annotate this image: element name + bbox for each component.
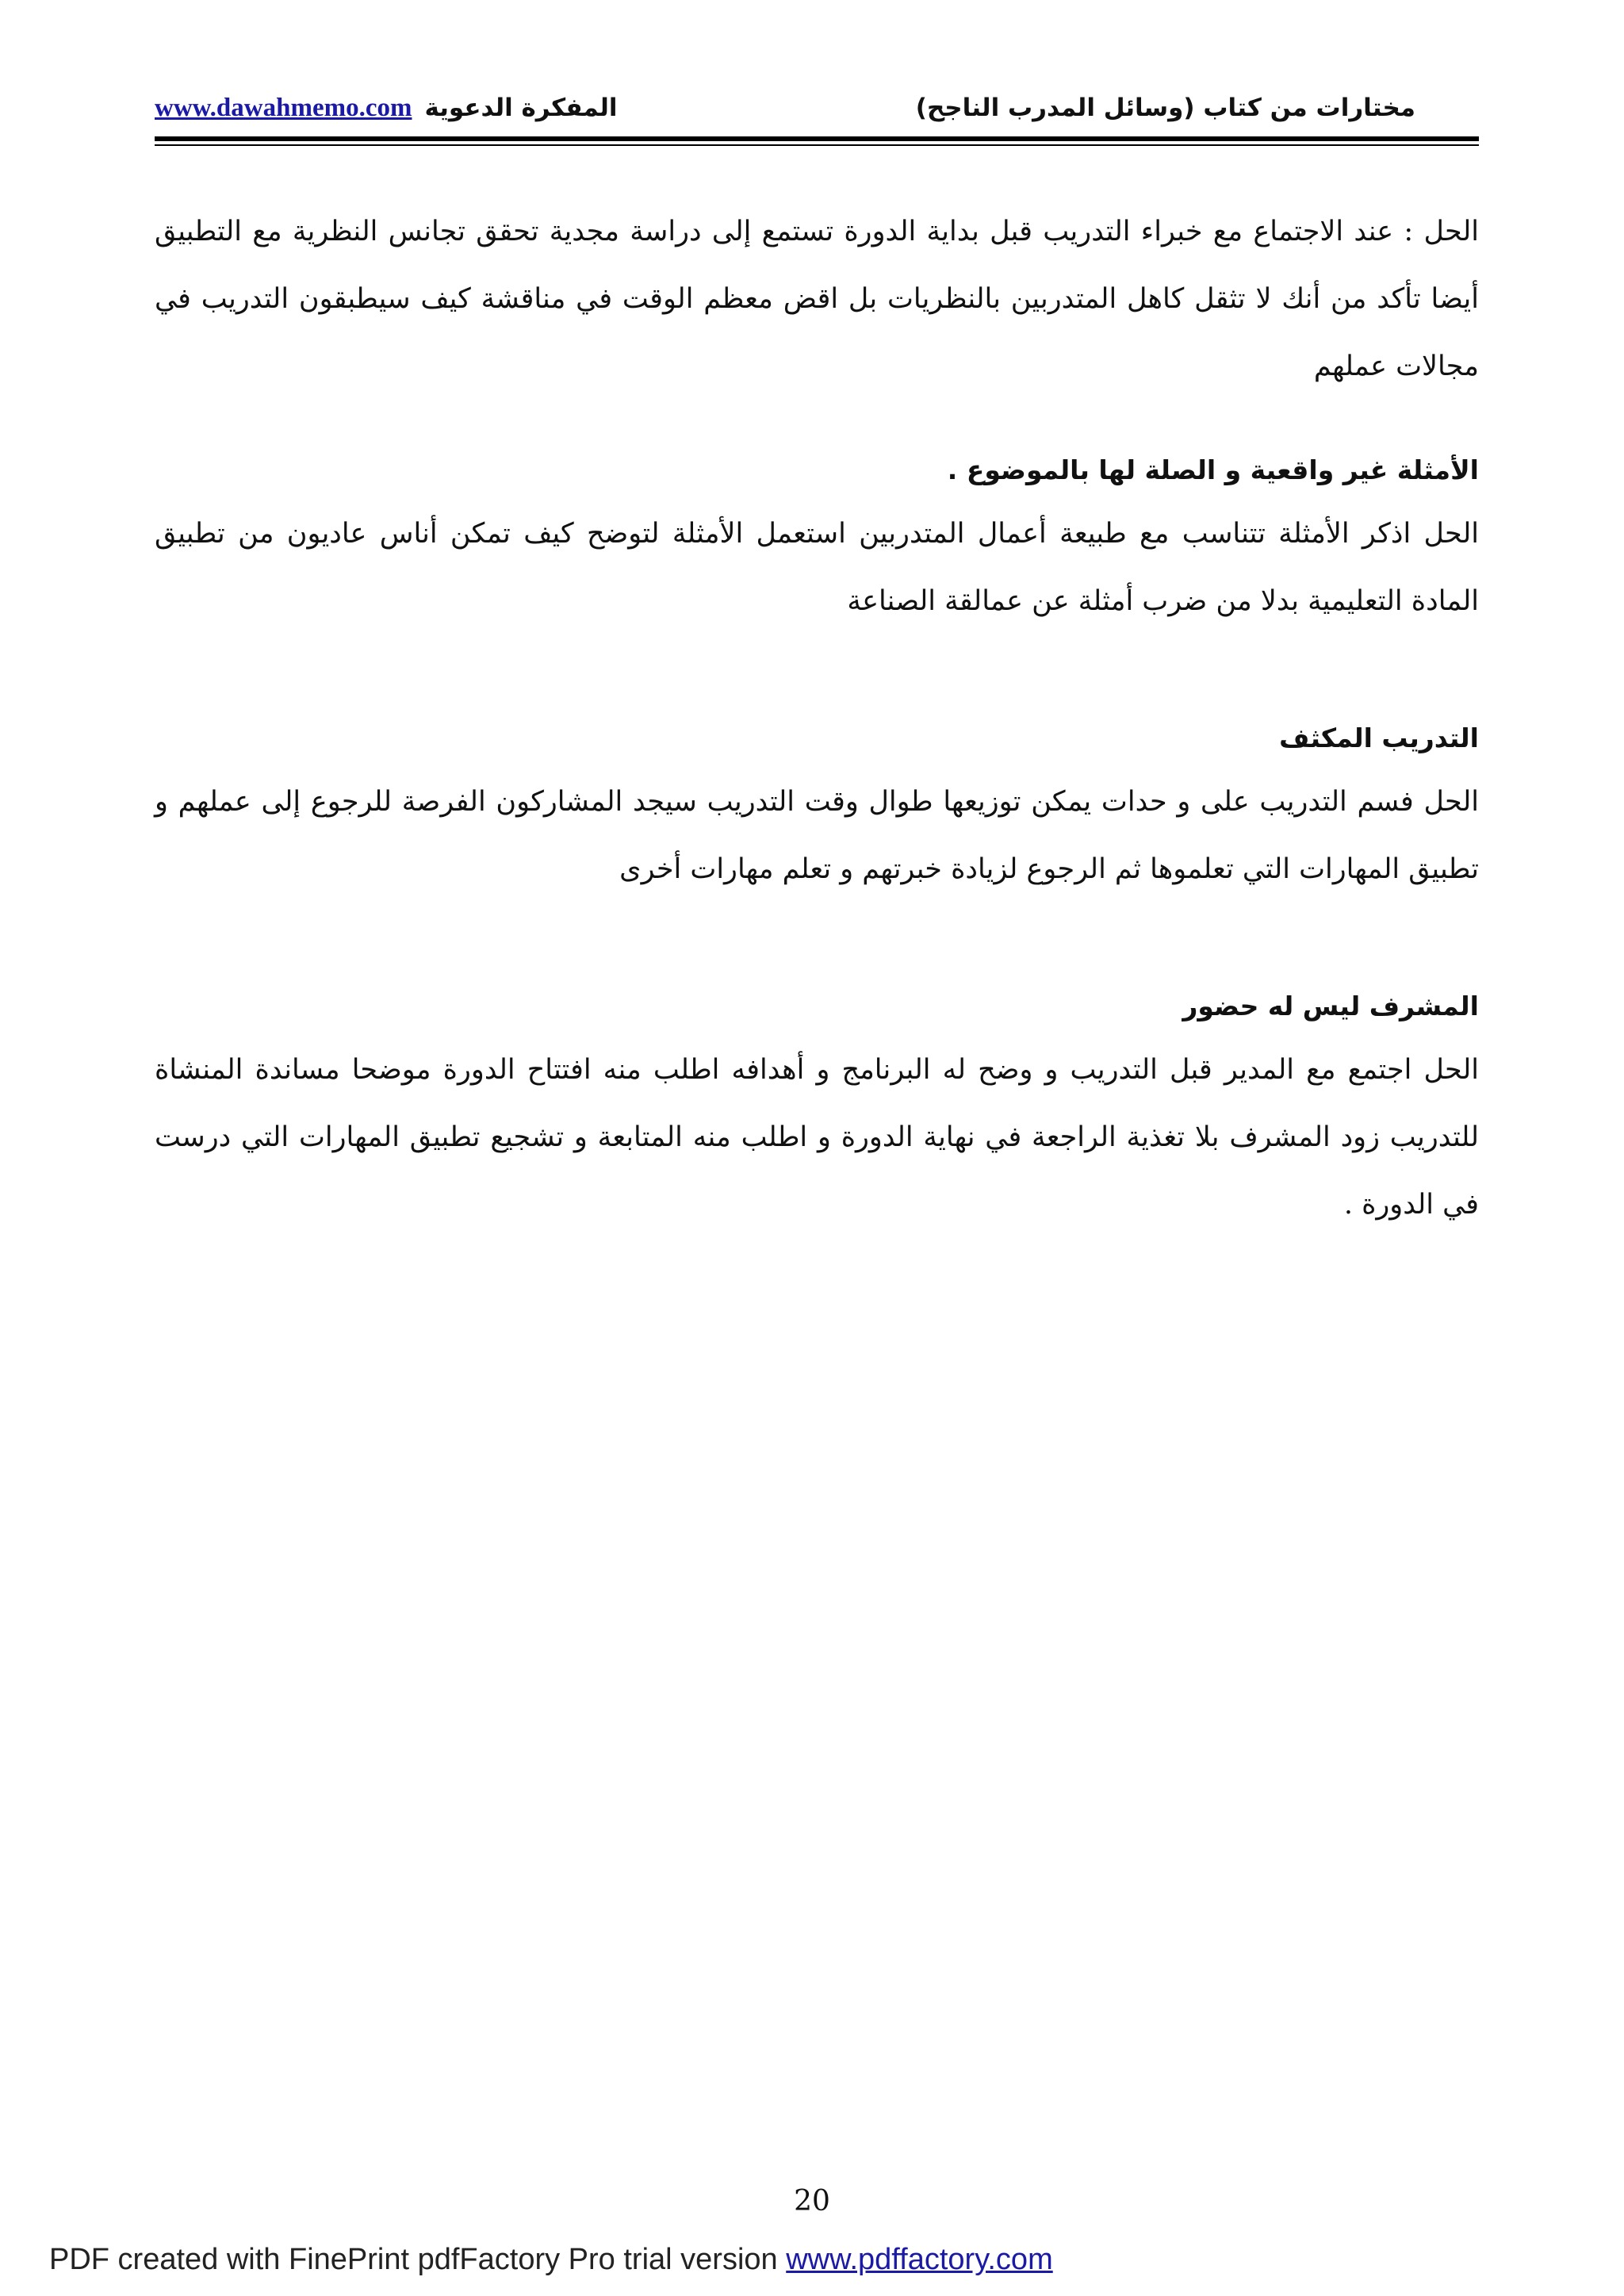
intro-paragraph: الحل : عند الاجتماع مع خبراء التدريب قبل بداية الدورة تستمع إلى دراسة مجدية تحقق تجانس النظرية مع التطبيق أيضا تأكد من أنك لا تثقل كاهل المتدربين بالنظريات بل اقض معظم الوقت في مناقشة كيف سيطبقون التدريب في مجالات عملهم <box>155 216 1479 382</box>
book-title: مختارات من كتاب (وسائل المدرب الناجح) <box>915 94 1415 122</box>
pdf-creator-note <box>49 2243 1053 2277</box>
brand-name: المفكرة الدعوية <box>424 94 618 122</box>
header-rule-thick <box>155 136 1479 141</box>
page-header <box>155 94 1479 141</box>
section-heading: المشرف ليس له حضور <box>1182 991 1479 1022</box>
section-absent-supervisor <box>155 983 1479 1239</box>
section-intensive-training <box>155 715 1479 903</box>
header-rule-thin <box>155 144 1479 146</box>
website-link[interactable]: www.dawahmemo.com <box>155 94 412 122</box>
page-content <box>155 198 1479 1239</box>
pdffactory-link[interactable]: www.pdffactory.com <box>786 2243 1053 2276</box>
pdf-note-text: PDF created with FinePrint pdfFactory Pro trial version <box>49 2243 778 2276</box>
section-paragraph: الحل فسم التدريب على و حدات يمكن توزيعها طوال وقت التدريب سيجد المشاركون الفرصة للرجوع إلى عملهم و تطبيق المهارات التي تعلموها ثم الرجوع لزيادة خبرتهم و تعلم مهارات أخرى <box>155 786 1479 885</box>
header-site-block <box>155 94 617 123</box>
section-heading: الأمثلة غير واقعية و الصلة لها بالموضوع . <box>947 454 1479 485</box>
page-number: 20 <box>794 2185 830 2217</box>
section-heading: التدريب المكثف <box>1279 723 1479 753</box>
section-paragraph: الحل اذكر الأمثلة تتناسب مع طبيعة أعمال المتدربين استعمل الأمثلة لتوضح كيف تمكن أناس عاديون من تطبيق المادة التعليمية بدلا من ضرب أمثلة عن عمالقة الصناعة <box>155 518 1479 617</box>
section-paragraph: الحل اجتمع مع المدير قبل التدريب و وضح له البرنامج و أهدافه اطلب منه افتتاح الدورة موضحا مساندة المنشاة للتدريب زود المشرف بلا تغذية الراجعة في نهاية الدورة و اطلب منه المتابعة و تشجيع تطبيق المهارات التي درست في الدورة . <box>155 1054 1479 1221</box>
section-unrealistic-examples <box>155 447 1479 635</box>
